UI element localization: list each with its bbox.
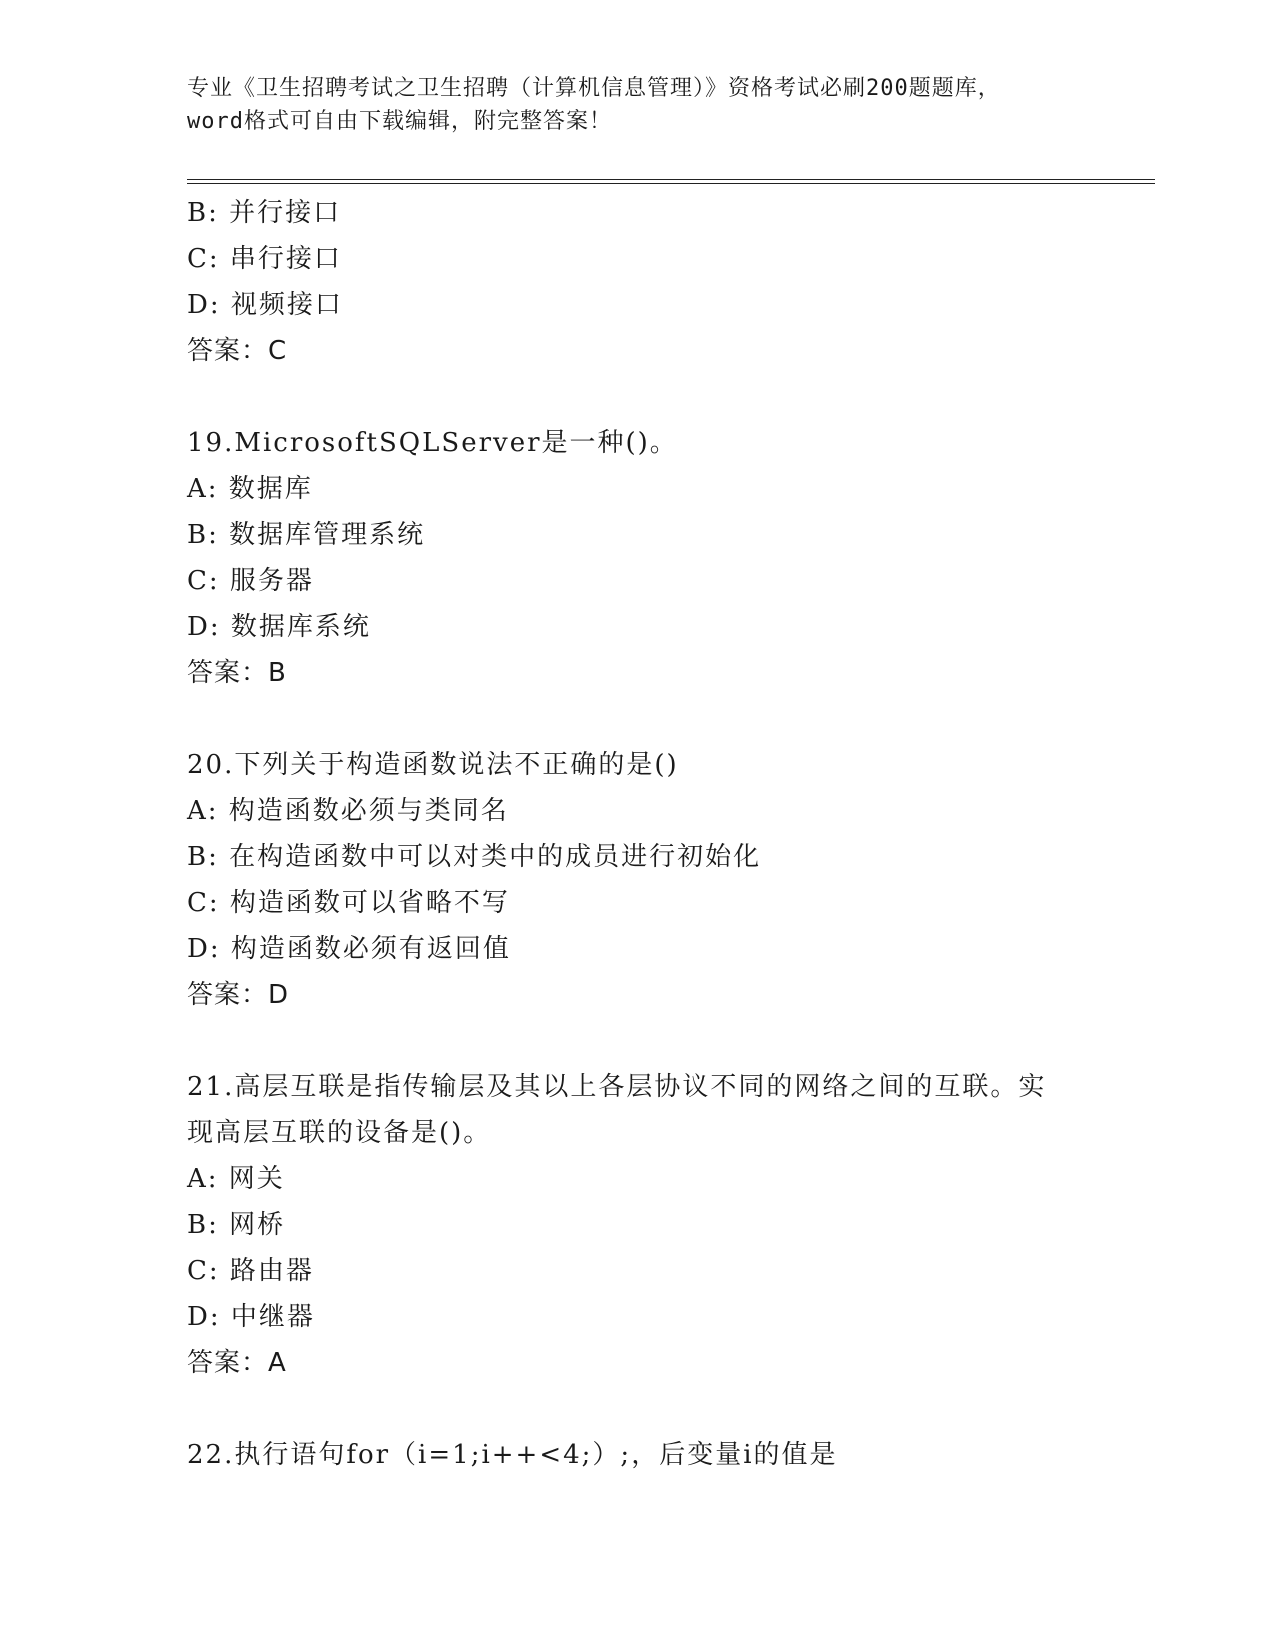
document-header <box>187 72 1087 138</box>
option-d: D: 视频接口 <box>187 290 343 320</box>
header-line-2: word格式可自由下载编辑，附完整答案！ <box>187 109 612 134</box>
question-list <box>187 190 1147 1478</box>
question-stem-continued: 现高层互联的设备是()。 <box>187 1118 492 1148</box>
question-stem: 20.下列关于构造函数说法不正确的是() <box>187 750 679 780</box>
option-d: D: 数据库系统 <box>187 612 371 642</box>
option-a: A: 数据库 <box>187 474 313 504</box>
option-c: C: 串行接口 <box>187 244 342 274</box>
answer-line: 答案：B <box>187 658 287 688</box>
answer-line: 答案：D <box>187 980 290 1010</box>
question-stem: 22.执行语句for（i=1;i++<4;）;，后变量i的值是 <box>187 1440 838 1470</box>
header-divider-bottom <box>187 183 1155 184</box>
answer-line: 答案：A <box>187 1348 287 1378</box>
header-divider-top <box>187 179 1155 180</box>
option-c: C: 构造函数可以省略不写 <box>187 888 510 918</box>
question-stem: 21.高层互联是指传输层及其以上各层协议不同的网络之间的互联。实 <box>187 1072 1047 1102</box>
option-c: C: 路由器 <box>187 1256 314 1286</box>
option-b: B: 数据库管理系统 <box>187 520 426 550</box>
option-c: C: 服务器 <box>187 566 314 596</box>
answer-line: 答案：C <box>187 336 288 366</box>
option-b: B: 并行接口 <box>187 198 342 228</box>
spacer <box>187 1018 1147 1064</box>
spacer <box>187 374 1147 420</box>
question-18-tail <box>187 190 1147 374</box>
option-a: A: 构造函数必须与类同名 <box>187 796 509 826</box>
question-22 <box>187 1432 1147 1478</box>
option-b: B: 在构造函数中可以对类中的成员进行初始化 <box>187 842 762 872</box>
question-19 <box>187 420 1147 696</box>
header-line-1: 专业《卫生招聘考试之卫生招聘（计算机信息管理）》资格考试必刷200题题库， <box>187 76 1001 101</box>
option-a: A: 网关 <box>187 1164 285 1194</box>
option-b: B: 网桥 <box>187 1210 286 1240</box>
option-d: D: 中继器 <box>187 1302 315 1332</box>
spacer <box>187 1386 1147 1432</box>
question-20 <box>187 742 1147 1018</box>
spacer <box>187 696 1147 742</box>
option-d: D: 构造函数必须有返回值 <box>187 934 511 964</box>
question-21 <box>187 1064 1147 1386</box>
question-stem: 19.MicrosoftSQLServer是一种()。 <box>187 428 678 458</box>
